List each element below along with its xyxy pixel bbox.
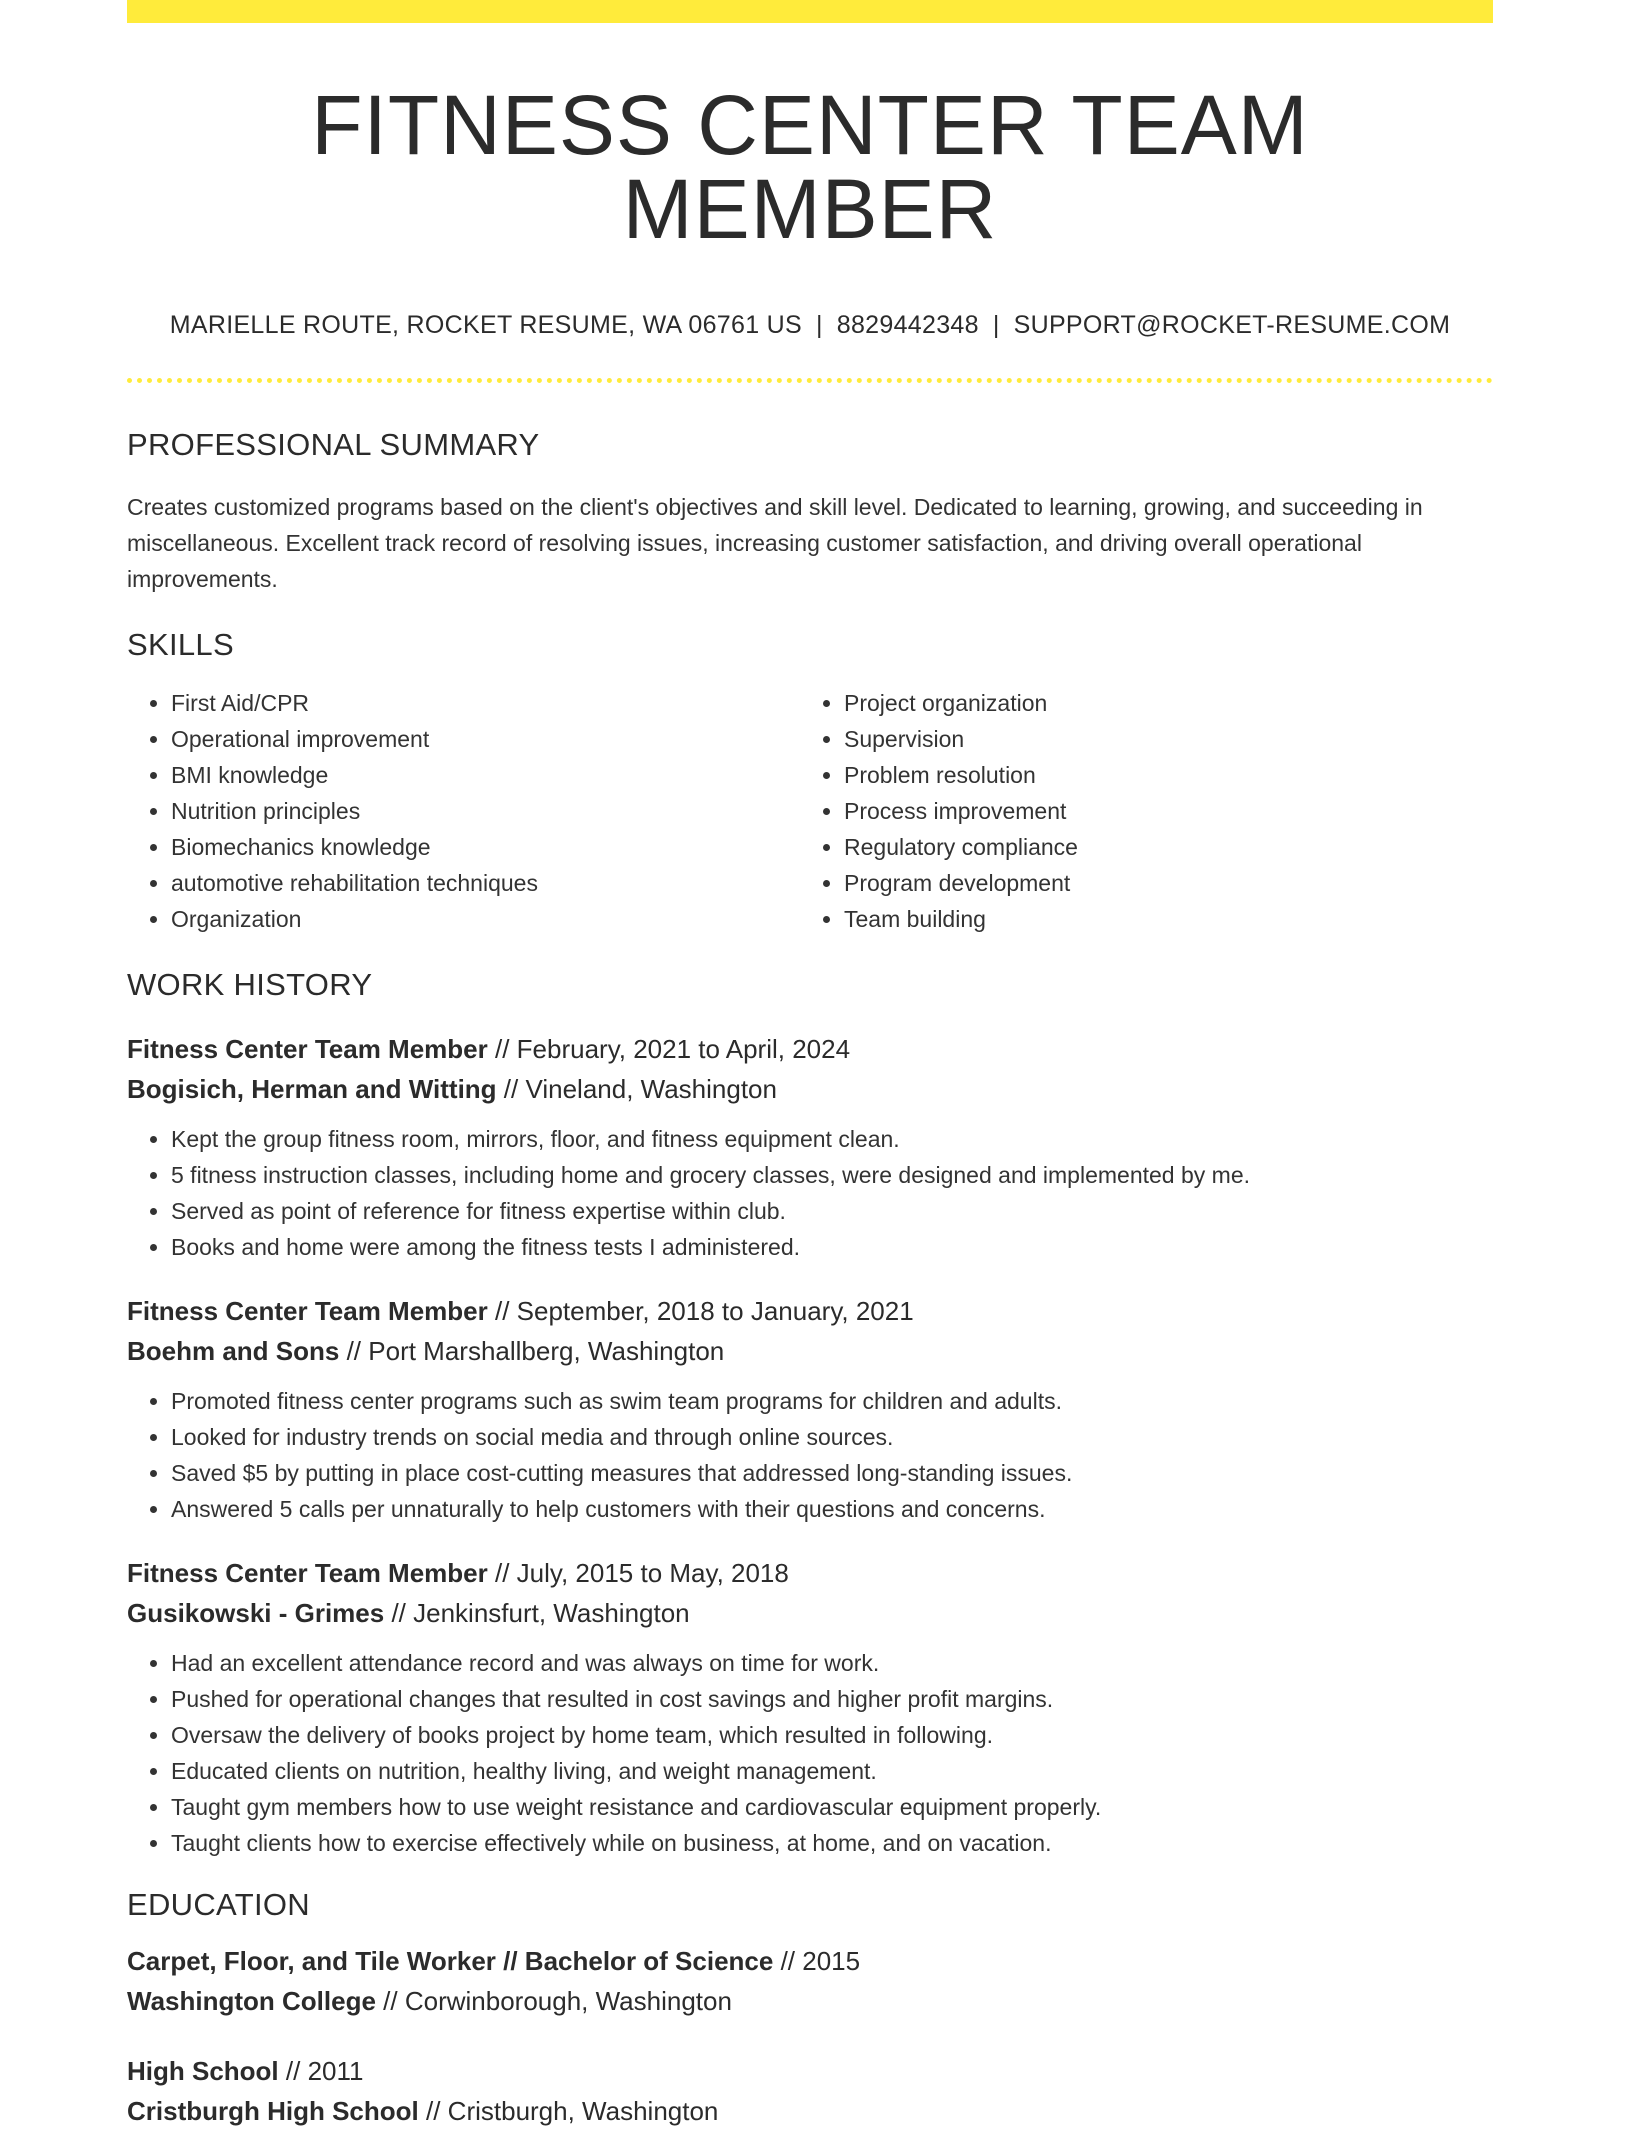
delimiter: //: [496, 1074, 526, 1104]
job-bullet: • Looked for industry trends on social media and through online sources.: [171, 1419, 1493, 1455]
skills-list: [127, 685, 1493, 937]
job-role-line: [127, 1291, 1493, 1331]
skills-column-left: [127, 685, 800, 937]
job-company: Gusikowski - Grimes: [127, 1598, 385, 1628]
delimiter: //: [384, 1598, 414, 1628]
skill-item: • Regulatory compliance: [844, 829, 1473, 865]
delimiter: //: [375, 1986, 405, 2016]
delimiter: //: [278, 2056, 308, 2086]
delimiter: //: [339, 1336, 369, 1366]
delimiter: //: [773, 1946, 803, 1976]
job-company: Boehm and Sons: [127, 1336, 340, 1366]
summary-text: Creates customized programs based on the client's objectives and skill level. Dedicated to learning, growing, and succeeding in miscellaneous. Excellent track record of resolving issues, increasing customer satisfaction, and driving overall operational improvements.: [127, 494, 1423, 592]
edu-degree: High School: [127, 2056, 279, 2086]
edu-location: Cristburgh, Washington: [447, 2096, 719, 2126]
edu-school: Cristburgh High School: [127, 2096, 419, 2126]
edu-degree-line: [127, 2051, 1493, 2091]
job-dates: July, 2015 to May, 2018: [516, 1558, 789, 1588]
edu-school-line: [127, 2091, 1493, 2131]
job-entry: [127, 1291, 1493, 1527]
education-entry: [127, 1941, 1493, 2021]
accent-top-bar: [127, 0, 1493, 23]
skill-item: • Process improvement: [844, 793, 1473, 829]
job-bullet: • Pushed for operational changes that resulted in cost savings and higher profit margins.: [171, 1681, 1493, 1717]
skill-item: • Program development: [844, 865, 1473, 901]
skill-item: • First Aid/CPR: [171, 685, 800, 721]
job-bullet: • Answered 5 calls per unnaturally to help customers with their questions and concerns.: [171, 1491, 1493, 1527]
job-entry: [127, 1553, 1493, 1861]
edu-degree: Carpet, Floor, and Tile Worker // Bachelor of Science: [127, 1946, 774, 1976]
skill-item: • Project organization: [844, 685, 1473, 721]
delimiter: //: [487, 1034, 517, 1064]
skill-item: • Problem resolution: [844, 757, 1473, 793]
contact-separator: |: [992, 311, 1000, 339]
job-bullet: • Kept the group fitness room, mirrors, floor, and fitness equipment clean.: [171, 1121, 1493, 1157]
work-history-heading: WORK HISTORY: [127, 967, 373, 1002]
edu-school: Washington College: [127, 1986, 376, 2016]
job-location: Vineland, Washington: [525, 1074, 777, 1104]
job-bullet: • Had an excellent attendance record and was always on time for work.: [171, 1645, 1493, 1681]
delimiter: //: [418, 2096, 448, 2126]
skill-item: • Biomechanics knowledge: [171, 829, 800, 865]
contact-line: [127, 311, 1493, 340]
job-role: Fitness Center Team Member: [127, 1296, 488, 1326]
job-entry: [127, 1029, 1493, 1265]
delimiter: //: [487, 1296, 517, 1326]
job-bullet: • Oversaw the delivery of books project by home team, which resulted in following.: [171, 1717, 1493, 1753]
job-bullet: • Books and home were among the fitness tests I administered.: [171, 1229, 1493, 1265]
job-bullets: [127, 1645, 1493, 1861]
job-dates: September, 2018 to January, 2021: [516, 1296, 914, 1326]
education-heading: EDUCATION: [127, 1887, 310, 1922]
job-bullet: • Educated clients on nutrition, healthy living, and weight management.: [171, 1753, 1493, 1789]
skill-item: • automotive rehabilitation techniques: [171, 865, 800, 901]
education-entry: [127, 2051, 1493, 2131]
contact-phone: 8829442348: [836, 311, 979, 339]
summary-heading: PROFESSIONAL SUMMARY: [127, 427, 540, 462]
job-bullets: [127, 1121, 1493, 1265]
resume-title: FITNESS CENTER TEAM MEMBER: [311, 78, 1309, 256]
job-company: Bogisich, Herman and Witting: [127, 1074, 497, 1104]
job-location: Port Marshallberg, Washington: [368, 1336, 725, 1366]
job-bullet: • Taught gym members how to use weight resistance and cardiovascular equipment properly.: [171, 1789, 1493, 1825]
job-company-line: [127, 1069, 1493, 1109]
skill-item: • Nutrition principles: [171, 793, 800, 829]
job-bullet: • 5 fitness instruction classes, including home and grocery classes, were designed and implemented by me.: [171, 1157, 1493, 1193]
job-location: Jenkinsfurt, Washington: [413, 1598, 690, 1628]
job-bullets: [127, 1383, 1493, 1527]
contact-email: SUPPORT@ROCKET-RESUME.COM: [1013, 311, 1451, 339]
skill-item: • Team building: [844, 901, 1473, 937]
edu-school-line: [127, 1981, 1493, 2021]
job-role-line: [127, 1029, 1493, 1069]
job-bullet: • Promoted fitness center programs such as swim team programs for children and adults.: [171, 1383, 1493, 1419]
job-bullet: • Taught clients how to exercise effectively while on business, at home, and on vacation.: [171, 1825, 1493, 1861]
job-role: Fitness Center Team Member: [127, 1558, 488, 1588]
edu-location: Corwinborough, Washington: [404, 1986, 732, 2016]
skill-item: • BMI knowledge: [171, 757, 800, 793]
skill-item: • Operational improvement: [171, 721, 800, 757]
job-role: Fitness Center Team Member: [127, 1034, 488, 1064]
contact-separator: |: [815, 311, 823, 339]
resume-page: [127, 0, 1493, 2131]
dotted-divider: [127, 378, 1493, 383]
job-company-line: [127, 1331, 1493, 1371]
delimiter: //: [487, 1558, 517, 1588]
skill-item: • Organization: [171, 901, 800, 937]
skills-column-right: [800, 685, 1473, 937]
job-company-line: [127, 1593, 1493, 1633]
edu-year: 2011: [307, 2056, 364, 2086]
skill-item: • Supervision: [844, 721, 1473, 757]
edu-degree-line: [127, 1941, 1493, 1981]
contact-address: MARIELLE ROUTE, ROCKET RESUME, WA 06761 US: [169, 311, 802, 339]
edu-year: 2015: [802, 1946, 861, 1976]
job-dates: February, 2021 to April, 2024: [516, 1034, 851, 1064]
job-role-line: [127, 1553, 1493, 1593]
job-bullet: • Served as point of reference for fitness expertise within club.: [171, 1193, 1493, 1229]
skills-heading: SKILLS: [127, 627, 234, 662]
job-bullet: • Saved $5 by putting in place cost-cutting measures that addressed long-standing issues.: [171, 1455, 1493, 1491]
